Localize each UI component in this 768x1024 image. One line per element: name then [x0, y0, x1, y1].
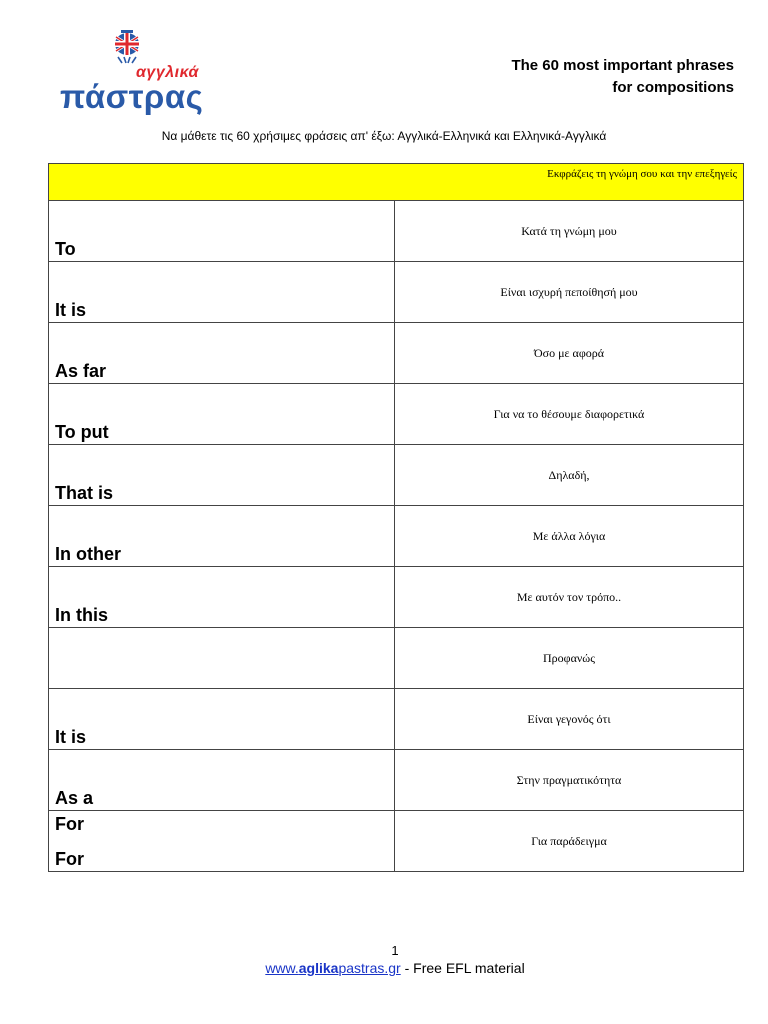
link-suffix: pastras.gr [338, 960, 401, 976]
greek-translation: Στην πραγματικότητα [395, 750, 744, 811]
table-row [49, 262, 744, 323]
greek-translation: Με άλλα λόγια [395, 506, 744, 567]
table-row [49, 567, 744, 628]
greek-translation: Είναι γεγονός ότι [395, 689, 744, 750]
logo [58, 28, 218, 118]
english-phrase: To put [49, 384, 395, 445]
table-row [49, 445, 744, 506]
link-bold: aglika [298, 960, 339, 976]
table-row [49, 628, 744, 689]
table-row [49, 750, 744, 811]
title-line-2: for compositions [612, 79, 734, 96]
table-row [49, 689, 744, 750]
logo-text-small: αγγλικά [136, 64, 199, 81]
page-number: 1 [391, 943, 399, 958]
table-row [49, 323, 744, 384]
greek-translation: Δηλαδή, [395, 445, 744, 506]
english-phrase: In this [49, 567, 395, 628]
union-jack-helmet-icon [112, 30, 142, 64]
english-phrase: As a [49, 750, 395, 811]
english-phrase-top: For [55, 814, 84, 834]
english-phrase: It is [49, 689, 395, 750]
website-link[interactable] [265, 960, 400, 976]
footer-tail: - Free EFL material [400, 960, 525, 976]
footer [0, 960, 768, 976]
table-header-cell [49, 164, 744, 201]
table-header-text: Εκφράζεις τη γνώμη σου και την επεξηγείς [547, 168, 737, 180]
instructions: Να μάθετε τις 60 χρήσιμες φράσεις απ' έξω: Αγγλικά-Ελληνικά και Ελληνικά-Αγγλικά [161, 129, 607, 143]
english-phrase: In other [49, 506, 395, 567]
phrases-table [48, 163, 744, 872]
greek-translation: Είναι ισχυρή πεποίθησή μου [395, 262, 744, 323]
english-phrase-cell [49, 811, 395, 872]
english-phrase: That is [49, 445, 395, 506]
table-row [49, 506, 744, 567]
table-row [49, 384, 744, 445]
table-header-row [49, 164, 744, 201]
greek-translation: Προφανώς [395, 628, 744, 689]
greek-translation: Με αυτόν τον τρόπο.. [395, 567, 744, 628]
greek-translation: Όσο με αφορά [395, 323, 744, 384]
greek-translation: Κατά τη γνώμη μου [395, 201, 744, 262]
english-phrase [49, 628, 395, 689]
english-phrase: To [49, 201, 395, 262]
document-title [511, 55, 734, 99]
english-phrase: For [55, 849, 84, 869]
title-line-1: The 60 most important phrases [511, 57, 734, 74]
english-phrase: As far [49, 323, 395, 384]
link-prefix: www. [265, 960, 299, 976]
logo-text-big: πάστρας [60, 78, 204, 115]
table-row [49, 811, 744, 872]
greek-translation: Για να το θέσουμε διαφορετικά [395, 384, 744, 445]
english-phrase: It is [49, 262, 395, 323]
table-row [49, 201, 744, 262]
greek-translation: Για παράδειγμα [395, 811, 744, 872]
